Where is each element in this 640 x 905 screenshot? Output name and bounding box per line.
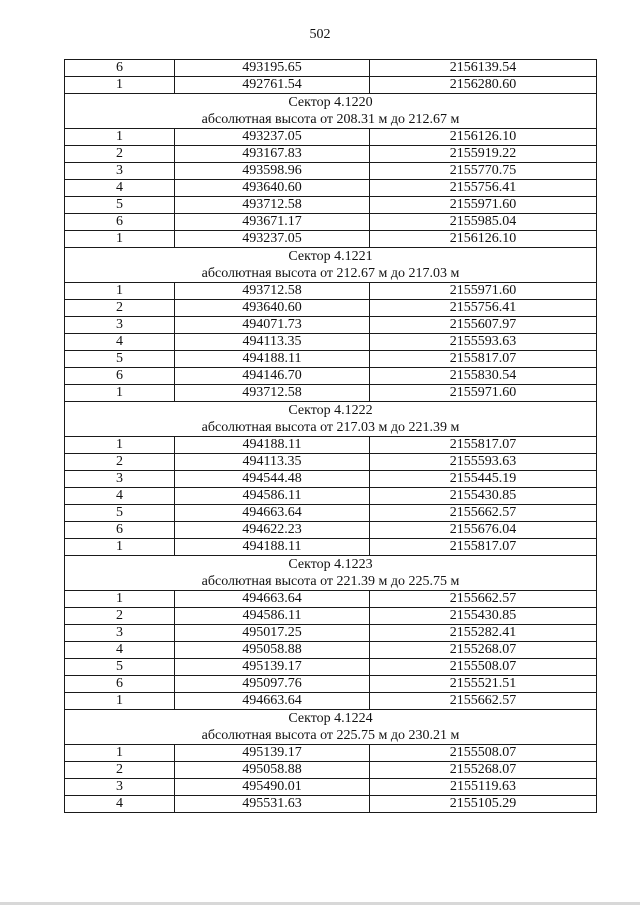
y-coordinate-cell: 2155119.63 — [370, 779, 597, 796]
x-coordinate-cell: 493640.60 — [175, 180, 370, 197]
sector-altitude-range: абсолютная высота от 217.03 м до 221.39 м — [201, 420, 460, 435]
point-number-cell: 1 — [65, 129, 175, 146]
sector-title: Сектор 4.1220 — [288, 95, 373, 110]
point-number-cell: 4 — [65, 488, 175, 505]
y-coordinate-cell: 2155430.85 — [370, 488, 597, 505]
x-coordinate-cell: 495097.76 — [175, 676, 370, 693]
x-coordinate-cell: 494146.70 — [175, 368, 370, 385]
x-coordinate-cell: 495017.25 — [175, 625, 370, 642]
point-number-cell: 5 — [65, 351, 175, 368]
point-number-cell: 2 — [65, 146, 175, 163]
point-number-cell: 3 — [65, 779, 175, 796]
point-number-cell: 2 — [65, 300, 175, 317]
table-row — [65, 471, 597, 488]
table-row — [65, 659, 597, 676]
table-row — [65, 488, 597, 505]
point-number-cell: 6 — [65, 60, 175, 77]
y-coordinate-cell: 2155770.75 — [370, 163, 597, 180]
table-row — [65, 437, 597, 454]
x-coordinate-cell: 494586.11 — [175, 488, 370, 505]
x-coordinate-cell: 493712.58 — [175, 283, 370, 300]
point-number-cell: 1 — [65, 231, 175, 248]
sector-header — [65, 710, 597, 745]
y-coordinate-cell: 2156139.54 — [370, 60, 597, 77]
y-coordinate-cell: 2155985.04 — [370, 214, 597, 231]
x-coordinate-cell: 493195.65 — [175, 60, 370, 77]
point-number-cell: 4 — [65, 334, 175, 351]
table-row — [65, 368, 597, 385]
sector-altitude-range: абсолютная высота от 221.39 м до 225.75 м — [201, 574, 460, 589]
y-coordinate-cell: 2155521.51 — [370, 676, 597, 693]
y-coordinate-cell: 2155430.85 — [370, 608, 597, 625]
sector-title: Сектор 4.1222 — [288, 403, 373, 418]
y-coordinate-cell: 2155445.19 — [370, 471, 597, 488]
y-coordinate-cell: 2156126.10 — [370, 129, 597, 146]
point-number-cell: 1 — [65, 77, 175, 94]
point-number-cell: 6 — [65, 214, 175, 231]
table-row — [65, 608, 597, 625]
y-coordinate-cell: 2155756.41 — [370, 180, 597, 197]
x-coordinate-cell: 494113.35 — [175, 454, 370, 471]
y-coordinate-cell: 2155919.22 — [370, 146, 597, 163]
x-coordinate-cell: 494663.64 — [175, 693, 370, 710]
x-coordinate-cell: 495139.17 — [175, 745, 370, 762]
y-coordinate-cell: 2155508.07 — [370, 659, 597, 676]
table-row — [65, 351, 597, 368]
x-coordinate-cell: 495139.17 — [175, 659, 370, 676]
x-coordinate-cell: 493237.05 — [175, 129, 370, 146]
x-coordinate-cell: 493640.60 — [175, 300, 370, 317]
x-coordinate-cell: 494188.11 — [175, 437, 370, 454]
y-coordinate-cell: 2155971.60 — [370, 385, 597, 402]
point-number-cell: 5 — [65, 659, 175, 676]
sector-header-row — [65, 248, 597, 283]
y-coordinate-cell: 2155817.07 — [370, 437, 597, 454]
table-row — [65, 522, 597, 539]
sector-title: Сектор 4.1221 — [288, 249, 373, 264]
table-row — [65, 505, 597, 522]
x-coordinate-cell: 494113.35 — [175, 334, 370, 351]
x-coordinate-cell: 495058.88 — [175, 642, 370, 659]
table-row — [65, 317, 597, 334]
sector-altitude-range: абсолютная высота от 225.75 м до 230.21 м — [201, 728, 460, 743]
point-number-cell: 5 — [65, 505, 175, 522]
table-row — [65, 214, 597, 231]
point-number-cell: 1 — [65, 385, 175, 402]
y-coordinate-cell: 2155105.29 — [370, 796, 597, 813]
sector-header — [65, 556, 597, 591]
x-coordinate-cell: 493237.05 — [175, 231, 370, 248]
table-row — [65, 60, 597, 77]
x-coordinate-cell: 495531.63 — [175, 796, 370, 813]
sector-header-row — [65, 402, 597, 437]
y-coordinate-cell: 2155662.57 — [370, 693, 597, 710]
point-number-cell: 3 — [65, 317, 175, 334]
x-coordinate-cell: 494188.11 — [175, 351, 370, 368]
y-coordinate-cell: 2155817.07 — [370, 351, 597, 368]
table-row — [65, 180, 597, 197]
sector-altitude-range: абсолютная высота от 208.31 м до 212.67 м — [201, 112, 460, 127]
point-number-cell: 3 — [65, 163, 175, 180]
table-row — [65, 779, 597, 796]
page-number: 502 — [309, 27, 331, 42]
table-row — [65, 539, 597, 556]
y-coordinate-cell: 2156280.60 — [370, 77, 597, 94]
table-row — [65, 300, 597, 317]
y-coordinate-cell: 2155971.60 — [370, 283, 597, 300]
x-coordinate-cell: 493712.58 — [175, 197, 370, 214]
y-coordinate-cell: 2155971.60 — [370, 197, 597, 214]
table-row — [65, 385, 597, 402]
y-coordinate-cell: 2155508.07 — [370, 745, 597, 762]
x-coordinate-cell: 493671.17 — [175, 214, 370, 231]
point-number-cell: 4 — [65, 180, 175, 197]
y-coordinate-cell: 2155607.97 — [370, 317, 597, 334]
y-coordinate-cell: 2155268.07 — [370, 642, 597, 659]
x-coordinate-cell: 492761.54 — [175, 77, 370, 94]
y-coordinate-cell: 2155817.07 — [370, 539, 597, 556]
sector-header-row — [65, 710, 597, 745]
sector-title: Сектор 4.1224 — [288, 711, 373, 726]
point-number-cell: 1 — [65, 539, 175, 556]
y-coordinate-cell: 2155593.63 — [370, 334, 597, 351]
y-coordinate-cell: 2155593.63 — [370, 454, 597, 471]
x-coordinate-cell: 494663.64 — [175, 591, 370, 608]
point-number-cell: 5 — [65, 197, 175, 214]
table-row — [65, 129, 597, 146]
y-coordinate-cell: 2155662.57 — [370, 591, 597, 608]
sector-altitude-range: абсолютная высота от 212.67 м до 217.03 м — [201, 266, 460, 281]
sector-header-row — [65, 556, 597, 591]
y-coordinate-cell: 2155282.41 — [370, 625, 597, 642]
point-number-cell: 2 — [65, 454, 175, 471]
y-coordinate-cell: 2155268.07 — [370, 762, 597, 779]
table-row — [65, 625, 597, 642]
y-coordinate-cell: 2156126.10 — [370, 231, 597, 248]
table-row — [65, 591, 597, 608]
table-row — [65, 163, 597, 180]
point-number-cell: 1 — [65, 693, 175, 710]
table-row — [65, 745, 597, 762]
table-row — [65, 676, 597, 693]
point-number-cell: 3 — [65, 625, 175, 642]
x-coordinate-cell: 494544.48 — [175, 471, 370, 488]
x-coordinate-cell: 494586.11 — [175, 608, 370, 625]
table-row — [65, 762, 597, 779]
x-coordinate-cell: 494622.23 — [175, 522, 370, 539]
y-coordinate-cell: 2155830.54 — [370, 368, 597, 385]
point-number-cell: 6 — [65, 368, 175, 385]
point-number-cell: 4 — [65, 642, 175, 659]
point-number-cell: 4 — [65, 796, 175, 813]
x-coordinate-cell: 493167.83 — [175, 146, 370, 163]
table-row — [65, 796, 597, 813]
point-number-cell: 3 — [65, 471, 175, 488]
point-number-cell: 1 — [65, 437, 175, 454]
point-number-cell: 6 — [65, 522, 175, 539]
sector-header — [65, 402, 597, 437]
table-row — [65, 146, 597, 163]
table-row — [65, 283, 597, 300]
point-number-cell: 1 — [65, 283, 175, 300]
sector-header — [65, 94, 597, 129]
table-row — [65, 334, 597, 351]
coordinates-table-body — [65, 60, 597, 813]
table-row — [65, 454, 597, 471]
point-number-cell: 2 — [65, 762, 175, 779]
point-number-cell: 2 — [65, 608, 175, 625]
point-number-cell: 1 — [65, 745, 175, 762]
x-coordinate-cell: 494188.11 — [175, 539, 370, 556]
x-coordinate-cell: 493712.58 — [175, 385, 370, 402]
x-coordinate-cell: 494071.73 — [175, 317, 370, 334]
table-row — [65, 197, 597, 214]
x-coordinate-cell: 493598.96 — [175, 163, 370, 180]
x-coordinate-cell: 495490.01 — [175, 779, 370, 796]
x-coordinate-cell: 495058.88 — [175, 762, 370, 779]
sector-header-row — [65, 94, 597, 129]
table-row — [65, 231, 597, 248]
sector-title: Сектор 4.1223 — [288, 557, 373, 572]
table-row — [65, 642, 597, 659]
point-number-cell: 1 — [65, 591, 175, 608]
y-coordinate-cell: 2155662.57 — [370, 505, 597, 522]
y-coordinate-cell: 2155676.04 — [370, 522, 597, 539]
table-row — [65, 693, 597, 710]
table-row — [65, 77, 597, 94]
y-coordinate-cell: 2155756.41 — [370, 300, 597, 317]
coordinates-table — [64, 59, 597, 813]
sector-header — [65, 248, 597, 283]
point-number-cell: 6 — [65, 676, 175, 693]
x-coordinate-cell: 494663.64 — [175, 505, 370, 522]
